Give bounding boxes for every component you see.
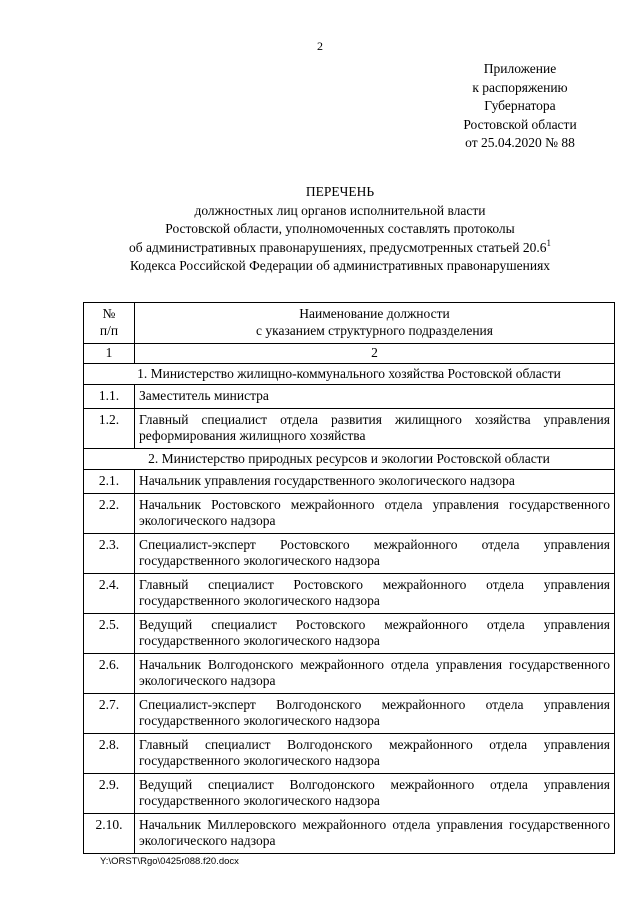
table-header-row xyxy=(84,303,615,344)
table-row xyxy=(84,385,615,409)
header-number-cell xyxy=(84,303,135,344)
position-name: Ведущий специалист Волгодонского межрайонного отдела управления государственного экологического надзора xyxy=(135,773,615,813)
title-line: Кодекса Российской Федерации об административных правонарушениях xyxy=(129,258,551,273)
row-number: 2.10. xyxy=(84,813,135,853)
row-number: 2.7. xyxy=(84,693,135,733)
table-row xyxy=(84,573,615,613)
appendix-line: Губернатора xyxy=(484,98,556,113)
page-number: 2 xyxy=(317,39,323,53)
appendix-header xyxy=(440,60,600,153)
column-number-row xyxy=(84,344,615,364)
table-row xyxy=(84,408,615,448)
row-number: 2.1. xyxy=(84,470,135,494)
section-title: 1. Министерство жилищно-коммунального хозяйства Ростовской области xyxy=(84,363,615,385)
appendix-line: Ростовской области xyxy=(463,116,577,132)
appendix-line: Приложение xyxy=(483,61,557,76)
position-name: Начальник Миллеровского межрайонного отдела управления государственного экологического надзора xyxy=(135,813,615,853)
table-row xyxy=(84,773,615,813)
table-row xyxy=(84,533,615,573)
title-line xyxy=(60,239,620,258)
column-number-cell: 2 xyxy=(135,344,615,364)
header-number-line: п/п xyxy=(99,322,119,338)
column-number-cell: 1 xyxy=(84,344,135,364)
position-name: Заместитель министра xyxy=(135,385,615,409)
position-name: Специалист-эксперт Ростовского межрайонного отдела управления государственного экологического надзора xyxy=(135,533,615,573)
document-title-block xyxy=(60,183,620,276)
table-row xyxy=(84,693,615,733)
positions-table xyxy=(83,302,615,854)
table-row xyxy=(84,733,615,773)
row-number: 2.2. xyxy=(84,493,135,533)
row-number: 2.9. xyxy=(84,773,135,813)
row-number: 2.5. xyxy=(84,613,135,653)
table-row xyxy=(84,470,615,494)
position-name: Специалист-эксперт Волгодонского межрайонного отдела управления государственного экологического надзора xyxy=(135,693,615,733)
position-name: Главный специалист Волгодонского межрайонного отдела управления государственного экологического надзора xyxy=(135,733,615,773)
appendix-line: к распоряжению xyxy=(472,79,568,95)
title-line: Ростовской области, уполномоченных составлять протоколы xyxy=(165,221,515,236)
row-number: 2.3. xyxy=(84,533,135,573)
position-name: Начальник Ростовского межрайонного отдела управления государственного экологического надзора xyxy=(135,493,615,533)
position-name: Главный специалист Ростовского межрайонного отдела управления государственного экологического надзора xyxy=(135,573,615,613)
title-line-text: об административных правонарушениях, предусмотренных статьей 20.6 xyxy=(129,239,547,255)
row-number: 2.6. xyxy=(84,653,135,693)
appendix-line: от 25.04.2020 № 88 xyxy=(465,135,575,150)
section-title: 2. Министерство природных ресурсов и экологии Ростовской области xyxy=(84,448,615,470)
row-number: 2.8. xyxy=(84,733,135,773)
position-name: Начальник Волгодонского межрайонного отдела управления государственного экологического надзора xyxy=(135,653,615,693)
section-row xyxy=(84,448,615,470)
row-number: 1.1. xyxy=(84,385,135,409)
table-row xyxy=(84,493,615,533)
file-path-footer: Y:\ORST\Rgo\0425r088.f20.docx xyxy=(100,856,239,867)
section-row xyxy=(84,363,615,385)
row-number: 1.2. xyxy=(84,408,135,448)
positions-table-body xyxy=(84,303,615,854)
header-name-line: с указанием структурного подразделения xyxy=(256,322,493,338)
title-line: должностных лиц органов исполнительной власти xyxy=(194,202,486,218)
table-row xyxy=(84,653,615,693)
row-number: 2.4. xyxy=(84,573,135,613)
position-name: Начальник управления государственного экологического надзора xyxy=(135,470,615,494)
title-superscript: 1 xyxy=(546,237,551,248)
table-row xyxy=(84,813,615,853)
position-name: Главный специалист отдела развития жилищного хозяйства управления реформирования жилищного хозяйства xyxy=(135,408,615,448)
header-number-line: № xyxy=(102,306,116,321)
table-row xyxy=(84,613,615,653)
header-name-line: Наименование должности xyxy=(299,306,450,321)
position-name: Ведущий специалист Ростовского межрайонного отдела управления государственного экологического надзора xyxy=(135,613,615,653)
header-name-cell xyxy=(135,303,615,344)
document-heading: ПЕРЕЧЕНЬ xyxy=(305,184,375,199)
